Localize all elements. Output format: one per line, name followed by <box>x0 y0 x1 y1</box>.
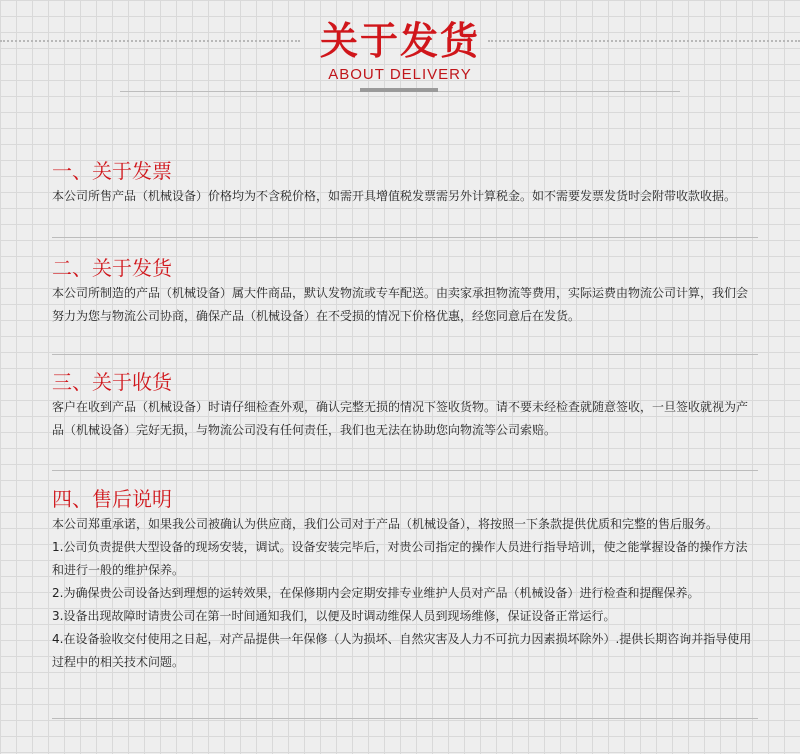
section-paragraph: 客户在收到产品（机械设备）时请仔细检查外观，确认完整无损的情况下签收货物。请不要未经检查就随意签收，一旦签收就视为产品（机械设备）完好无损，与物流公司没有任何责任，我们也无法在协助您向物流等公司索赔。 <box>52 400 749 437</box>
section-delivery <box>52 255 758 328</box>
section-heading: 二、关于发货 <box>52 256 172 280</box>
section-heading: 一、关于发票 <box>52 159 172 183</box>
section-body <box>52 282 758 328</box>
page-subtitle: ABOUT DELIVERY <box>328 66 472 83</box>
section-divider <box>52 718 758 719</box>
section-paragraph: 2.为确保贵公司设备达到理想的运转效果，在保修期内会定期安排专业维护人员对产品（机械设备）进行检查和提醒保养。 <box>52 586 700 600</box>
section-paragraph: 1.公司负责提供大型设备的现场安装，调试。设备安装完毕后，对贵公司指定的操作人员进行指导培训，使之能掌握设备的操作方法和进行一般的维护保养。 <box>52 540 748 577</box>
section-body <box>52 513 758 674</box>
section-invoice <box>52 158 758 208</box>
section-receiving <box>52 369 758 442</box>
section-divider <box>52 354 758 355</box>
title-underline-bar <box>360 88 438 92</box>
section-body <box>52 185 758 208</box>
section-heading: 四、售后说明 <box>52 487 172 511</box>
section-divider <box>52 470 758 471</box>
section-paragraph: 本公司郑重承诺，如果我公司被确认为供应商，我们公司对于产品（机械设备），将按照一下条款提供优质和完整的售后服务。 <box>52 517 719 531</box>
section-paragraph: 本公司所售产品（机械设备）价格均为不含税价格，如需开具增值税发票需另外计算税金。如不需要发票发货时会附带收款收据。 <box>52 189 737 203</box>
section-paragraph: 本公司所制造的产品（机械设备）属大件商品，默认发物流或专车配送。由卖家承担物流等费用，实际运费由物流公司计算，我们会努力为您与物流公司协商，确保产品（机械设备）在不受损的情况下价格优惠，经您同意后在发货。 <box>52 286 749 323</box>
section-heading: 三、关于收货 <box>52 370 172 394</box>
section-after-sales <box>52 486 758 674</box>
page-header <box>0 0 800 100</box>
page-title: 关于发货 <box>319 19 480 63</box>
section-paragraph: 4.在设备验收交付使用之日起，对产品提供一年保修（人为损坏、自然灾害及人力不可抗力因素损坏除外）.提供长期咨询并指导使用过程中的相关技术问题。 <box>52 632 752 669</box>
section-paragraph: 3.设备出现故障时请贵公司在第一时间通知我们，以便及时调动维保人员到现场维修，保证设备正常运行。 <box>52 609 616 623</box>
section-divider <box>52 237 758 238</box>
section-body <box>52 396 758 442</box>
